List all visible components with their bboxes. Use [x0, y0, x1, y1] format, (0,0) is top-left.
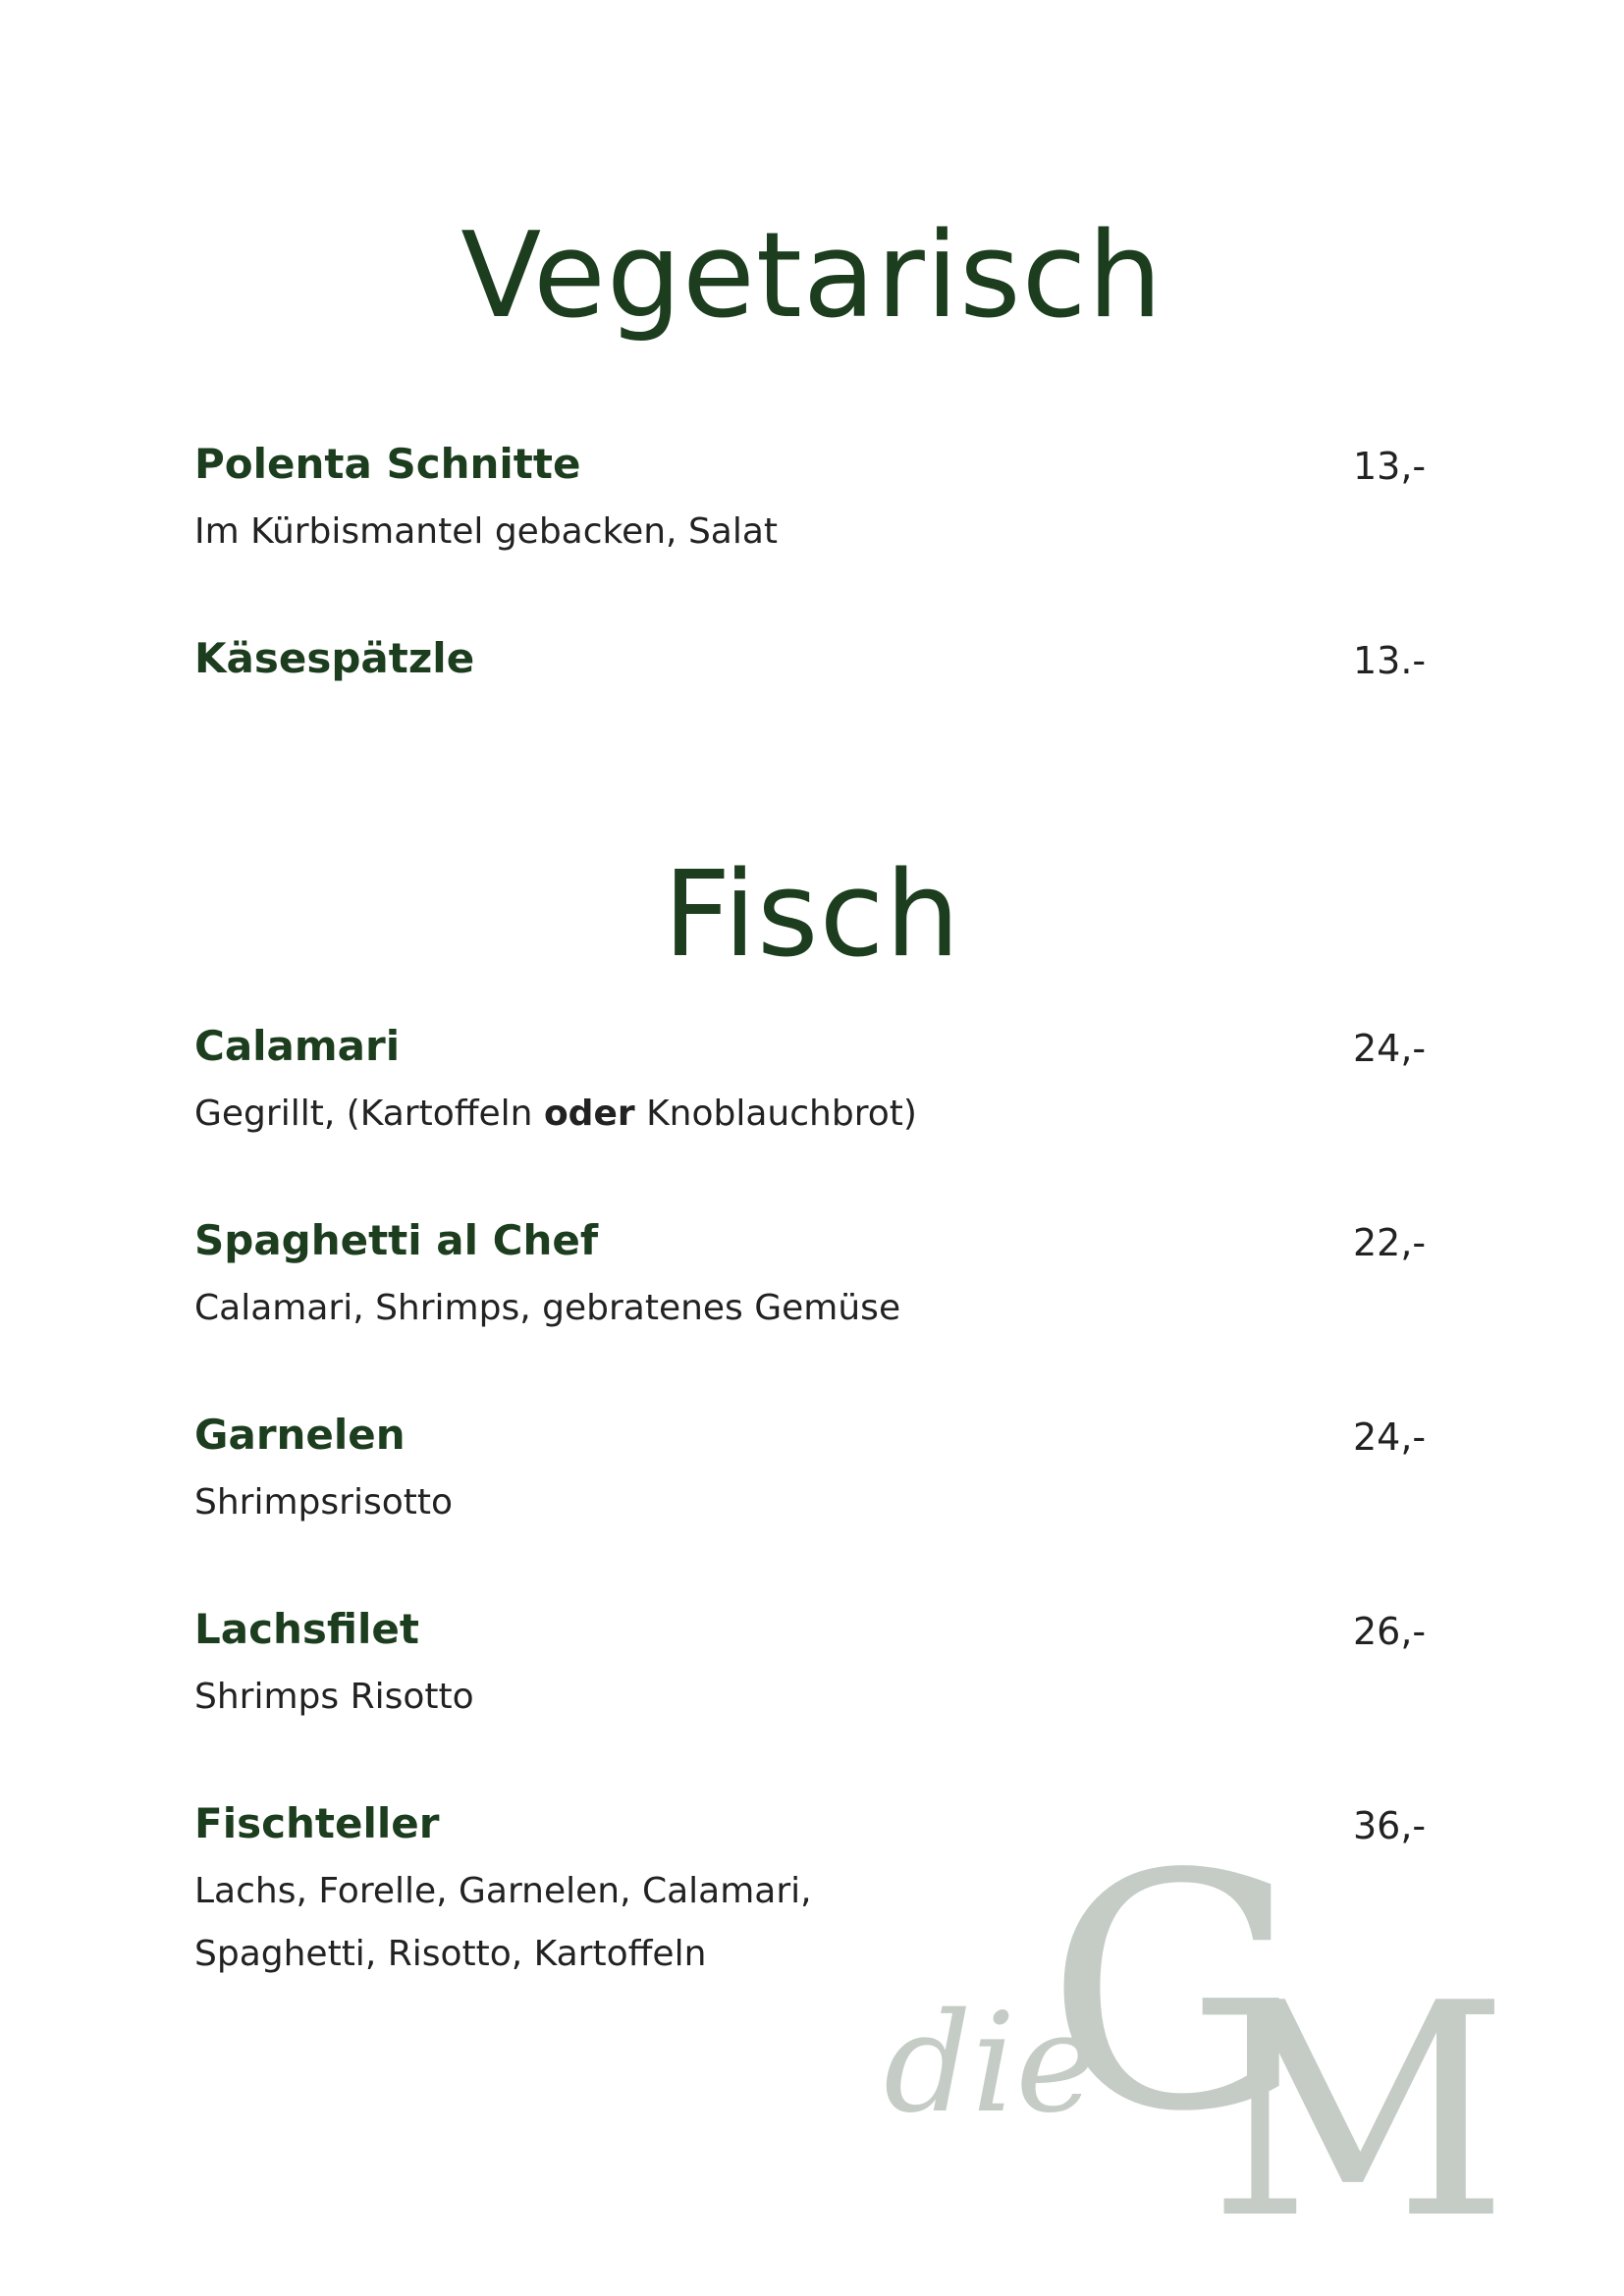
item-price: 36,- [1353, 1804, 1427, 1847]
item-price: 24,- [1353, 1027, 1427, 1070]
die-gm-logo [864, 1816, 1571, 2228]
item-price: 24,- [1353, 1415, 1427, 1459]
item-name: Fischteller [194, 1799, 440, 1847]
item-name: Calamari [194, 1022, 401, 1070]
item-price: 26,- [1353, 1610, 1427, 1653]
logo-letter-m: M [1208, 1941, 1510, 2228]
item-name: Polenta Schnitte [194, 440, 581, 488]
item-description [194, 1083, 1432, 1146]
menu-item-garnelen [194, 1411, 1432, 1534]
item-description: Im Kürbismantel gebacken, Salat [194, 511, 779, 552]
section-title-fisch: Fisch [663, 847, 961, 984]
item-name: Käsespätzle [194, 634, 475, 682]
description-line: Spaghetti, Risotto, Kartoffeln [194, 1934, 707, 1974]
item-price: 22,- [1353, 1221, 1427, 1264]
menu-item-kaesespaetzle [194, 634, 1432, 682]
section-title-vegetarisch: Vegetarisch [460, 208, 1164, 345]
logo-script-die: die [884, 1984, 1098, 2144]
menu-item-spaghetti-al-chef [194, 1216, 1432, 1340]
logo-letter-g: G [1046, 1816, 1305, 2182]
item-name: Spaghetti al Chef [194, 1216, 599, 1264]
item-description: Shrimpsrisotto [194, 1482, 453, 1522]
menu-item-lachsfilet [194, 1605, 1432, 1729]
item-price: 13,- [1353, 445, 1427, 488]
item-name: Garnelen [194, 1411, 406, 1459]
item-name: Lachsfilet [194, 1605, 419, 1653]
description-part: Knoblauchbrot) [634, 1094, 917, 1134]
item-price: 13.- [1353, 639, 1427, 682]
item-description: Shrimps Risotto [194, 1677, 474, 1717]
description-line: Lachs, Forelle, Garnelen, Calamari, [194, 1871, 812, 1911]
item-description: Calamari, Shrimps, gebratenes Gemüse [194, 1288, 901, 1328]
description-emphasis: oder [543, 1094, 635, 1134]
menu-item-polenta-schnitte [194, 440, 1432, 563]
description-part: Gegrillt, (Kartoffeln [194, 1094, 544, 1134]
menu-item-calamari [194, 1022, 1432, 1146]
